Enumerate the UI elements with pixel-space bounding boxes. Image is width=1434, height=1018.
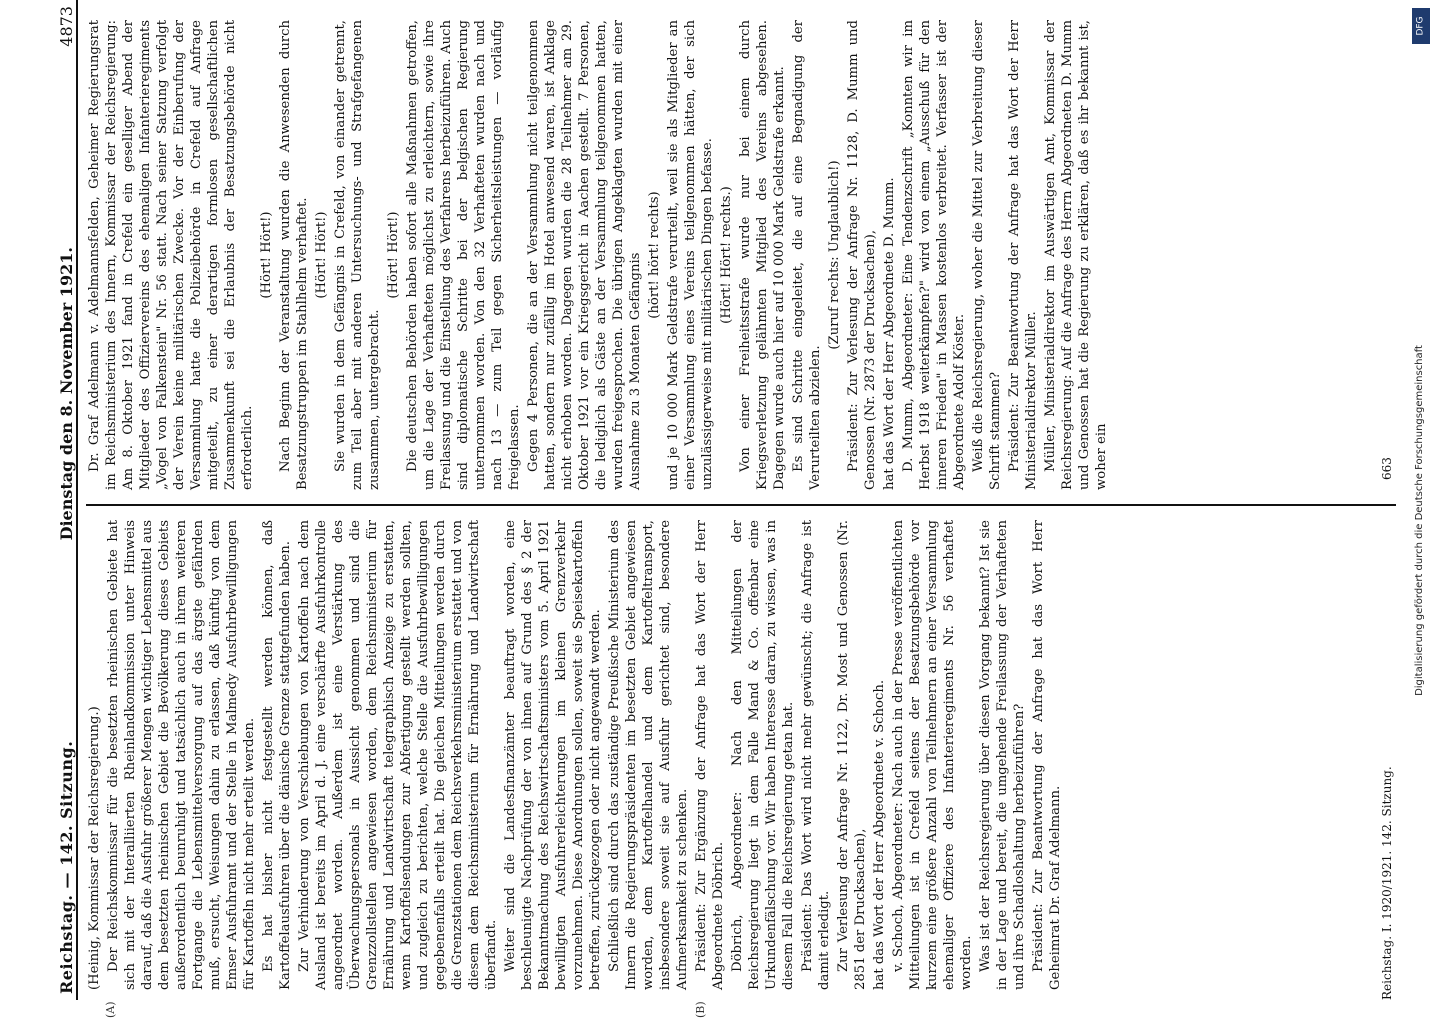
right-paragraph: (Hört! Hört!) [386,211,401,299]
page-signature: 663 [1380,457,1394,480]
right-paragraph: Gegen 4 Personen, die an der Versammlung nicht teilgenommen hatten, sondern nur zufällig im Hotel anwesend waren, ist Anklage nicht erhoben worden. Dagegen wurden die 28 Teilnehmer am 29. Oktober 1921 vor ein Kriegsgericht in Aachen gestellt. 7 Personen, die lediglich als Gäste an der Versammlung teilgenommen hatten, wurden freigesprochen. Die übrigen Angeklagten wurden mit einer Ausnahme zu 3 Monaten Gefängnis [526,20,643,490]
left-paragraph: Präsident: Das Wort wird nicht mehr gewünscht; die Anfrage ist damit erledigt. [800,520,832,990]
right-paragraph: Präsident: Zur Verlesung der Anfrage Nr. 1128, D. Mumm und Genossen (Nr. 2873 der Drucksachen), [846,20,878,490]
right-paragraph: (Zuruf rechts: Unglaublich!) [827,160,842,350]
right-column [86,10,1396,500]
left-paragraph: Präsident: Zur Ergänzung der Anfrage hat das Wort der Herr Abgeordnete Döbrich. [694,520,726,990]
left-paragraph: Der Reichskommissar für die besetzten rheinischen Gebiete hat sich mit der Interalliierten Rheinlandkommission unter Hinweis darauf, daß die Ausfuhr größerer Mengen wichtiger Lebensmittel aus dem besetzten rheinischen Gebiet die Bevölkerung dieses Gebiets außerordentlich beunruhigt und tatsächlich auch in ihrem weiteren Fortgange die Lebensmittelversorgung auf das ärgste gefährden muß, ersucht, Weisungen dahin zu erlassen, daß künftig von dem Emser Ausfuhramt und der Stelle in Malmedy Ausfuhrbewilligungen für Kartoffeln nicht mehr erteilt werden. [106,520,257,990]
right-paragraph: Von einer Freiheitsstrafe wurde nur bei einem durch Kriegsverletzung gelähmten Mitglied des Vereins abgesehen. Dagegen wurde auch hier auf 10 000 Mark Geldstrafe erkannt. [738,20,787,490]
left-paragraph: Was ist der Reichsregierung über diesen Vorgang bekannt? Ist sie in der Lage und bereit, die umgehende Freilassung der Verhafteten und ihre Schadloshaltung herbeizuführen? [978,520,1027,990]
left-paragraph: Zur Verlesung der Anfrage Nr. 1122, Dr. Most und Genossen (Nr. 2851 der Drucksachen), [836,520,868,990]
header-date: Dienstag den 8. November 1921. [57,247,76,541]
right-paragraph: Dr. Graf Adelmann v. Adelmannsfelden, Geheimer Regierungsrat im Reichsministerium des Innern, Kommissar der Reichsregierung: Am 8. Oktober 1921 fand in Crefeld ein geselliger Abend der Mitglieder des Offiziervereins des ehemaligen Infanterieregiments „Vogel von Falkenstein" Nr. 56 statt. Nach seiner Satzung verfolgt der Verein keine militärischen Zwecke. Vor der Einberufung der Versammlung hatte die Polizeibehörde in Crefeld auf Anfrage mitgeteilt, zu einer derartigen formlosen gesellschaftlichen Zusammenkunft sei die Erlaubnis der Besatzungsbehörde nicht erforderlich. [87,20,255,490]
footer-signature: Reichstag. I. 1920/1921. 142. Sitzung. [1380,766,1394,1000]
right-paragraph: Die deutschen Behörden haben sofort alle Maßnahmen getroffen, um die Lage der Verhafteten möglichst zu erleichtern, sowie ihre Freilassung und die Einstellung des Verfahrens herbeizuführen. Auch sind diplomatische Schritte bei der belgischen Regierung unternommen worden. Von den 32 Verhafteten wurden nach und nach 13 — zum Teil gegen Sicherheitsleistungen — vorläufig freigelassen. [405,20,522,490]
left-column [86,510,1396,1000]
rotated-page [44,0,1404,1018]
right-paragraph: hat das Wort der Herr Abgeordnete D. Mumm. [882,177,897,490]
left-paragraph: Schließlich sind durch das zuständige Preußische Ministerium des Innern die Regierungspräsidenten im besetzten Gebiet angewiesen worden, dem Kartoffelhandel und dem Kartoffeltransport, insbesondere soweit sie auf Ausfuhr gerichtet sind, besondere Aufmerksamkeit zu schenken. [607,520,690,990]
right-paragraph: Weiß die Reichsregierung, woher die Mittel zur Verbreitung dieser Schrift stammen? [971,20,1003,490]
right-paragraph: Sie wurden in dem Gefängnis in Crefeld, von einander getrennt, zum Teil aber mit anderen Untersuchungs- und Strafgefangenen zusammen, untergebracht. [333,20,382,490]
margin-marker-a: (A) [104,1001,117,1018]
left-paragraph: Präsident: Zur Beantwortung der Anfrage hat das Wort Herr Geheimrat Dr. Graf Adelmann. [1031,520,1063,990]
right-paragraph: Müller, Ministerialdirektor im Auswärtigen Amt, Kommissar der Reichsregierung: Auf die Anfrage des Herrn Abgeordneten D. Mumm und Genossen hat die Regierung zu erklären, daß es ihr bekannt ist, woher ein [1043,20,1109,490]
left-paragraph: Döbrich, Abgeordneter: Nach den Mitteilungen der Reichsregierung liegt in dem Falle Mand & Co. offenbar eine Urkundenfälschung vor. Wir haben Interesse daran, zu wissen, was in diesem Fall die Reichsregierung getan hat. [730,520,796,990]
right-paragraph: und je 10 000 Mark Geldstrafe verurteilt, weil sie als Mitglieder an einer Versammlung eines Vereins teilgenommen hätten, der sich unzulässigerweise mit militärischen Dingen befasse. [666,20,715,490]
page-header [44,0,78,1000]
dfg-logo [1412,8,1430,44]
right-paragraph: Präsident: Zur Beantwortung der Anfrage hat das Wort der Herr Ministerialdirektor Müller. [1007,20,1039,490]
right-paragraph: (Hört! Hört!) [314,211,329,299]
left-paragraph: Weiter sind die Landesfinanzämter beauftragt worden, eine beschleunigte Nachprüfung der von ihnen auf Grund des § 2 der Bekanntmachung des Reichswirtschaftsministers vom 5. April 1921 bewilligten Ausfuhrerleichterungen im kleinen Grenzverkehr vorzunehmen. Diese Anordnungen sollen, soweit sie Speisekartoffeln betreffen, zurückgezogen oder nicht angewandt werden. [503,520,603,990]
column-divider [86,504,1396,506]
right-paragraph: (Hört! Hört!) [259,211,274,299]
dfg-logo-text: DFG [1416,16,1426,36]
right-paragraph: Es sind Schritte eingeleitet, die auf eine Begnadigung der Verurteilten abzielen. [791,20,823,490]
dfg-note-text: Digitalisierung gefördert durch die Deutsche Forschungsgemeinschaft [1413,344,1425,696]
right-paragraph: Nach Beginn der Veranstaltung wurden die Anwesenden durch Besatzungstruppen im Stahlhelm verhaftet. [278,20,310,490]
left-paragraph: (Heinig, Kommissar der Reichsregierung.) [87,706,102,990]
left-paragraph: v. Schoch, Abgeordneter: Nach auch in der Presse veröffentlichten Mitteilungen ist in Crefeld seitens der Besatzungsbehörde vor kurzem eine größere Anzahl von Teilnehmern an einer Versammlung ehemaliger Offiziere des Infanterieregiments Nr. 56 verhaftet worden. [891,520,974,990]
right-paragraph: D. Mumm, Abgeordneter: Eine Tendenzschrift „Konnten wir im Herbst 1918 weiterkämpfen?" wird von einem „Ausschuß für den inneren Frieden" in Massen kostenlos verbreitet. Verfasser ist der Abgeordnete Adolf Köster. [901,20,967,490]
right-paragraph: (hört! hört! rechts) [647,191,662,319]
left-paragraph: Es hat bisher nicht festgestellt werden können, daß Kartoffelausfuhren über die dänische Grenze stattgefunden haben. [261,520,293,990]
left-paragraph: Zur Verhinderung von Verschiebungen von Kartoffeln nach dem Ausland ist bereits im April d. J. eine verschärfte Ausfuhrkontrolle angeordnet worden. Außerdem ist eine Verstärkung des Überwachungspersonals in Aussicht genommen und sind die Grenzzollstellen angewiesen worden, dem Reichsministerium für Ernährung und Landwirtschaft telegraphisch Anzeige zu erstatten, wenn Kartoffelsendungen zur Abfertigung gestellt werden sollten, und zugleich zu berichten, welche Stelle die Ausfuhrbewilligungen gegebenenfalls erteilt hat. Die gleichen Mitteilungen werden durch die Grenzstationen dem Reichsverkehrsministerium erstattet und von diesem dem Reichsministerium für Ernährung und Landwirtschaft überfandt. [297,520,499,990]
right-paragraph: (Hört! Hört! rechts.) [719,186,734,324]
dfg-funding-note [1408,70,1430,970]
left-paragraph: hat das Wort der Herr Abgeordnete v. Schoch. [872,679,887,990]
text-columns [86,0,1396,1000]
page-number: 4873 [57,6,76,47]
header-left: Reichstag. — 142. Sitzung. [57,740,76,994]
margin-marker-b: (B) [694,1001,707,1018]
